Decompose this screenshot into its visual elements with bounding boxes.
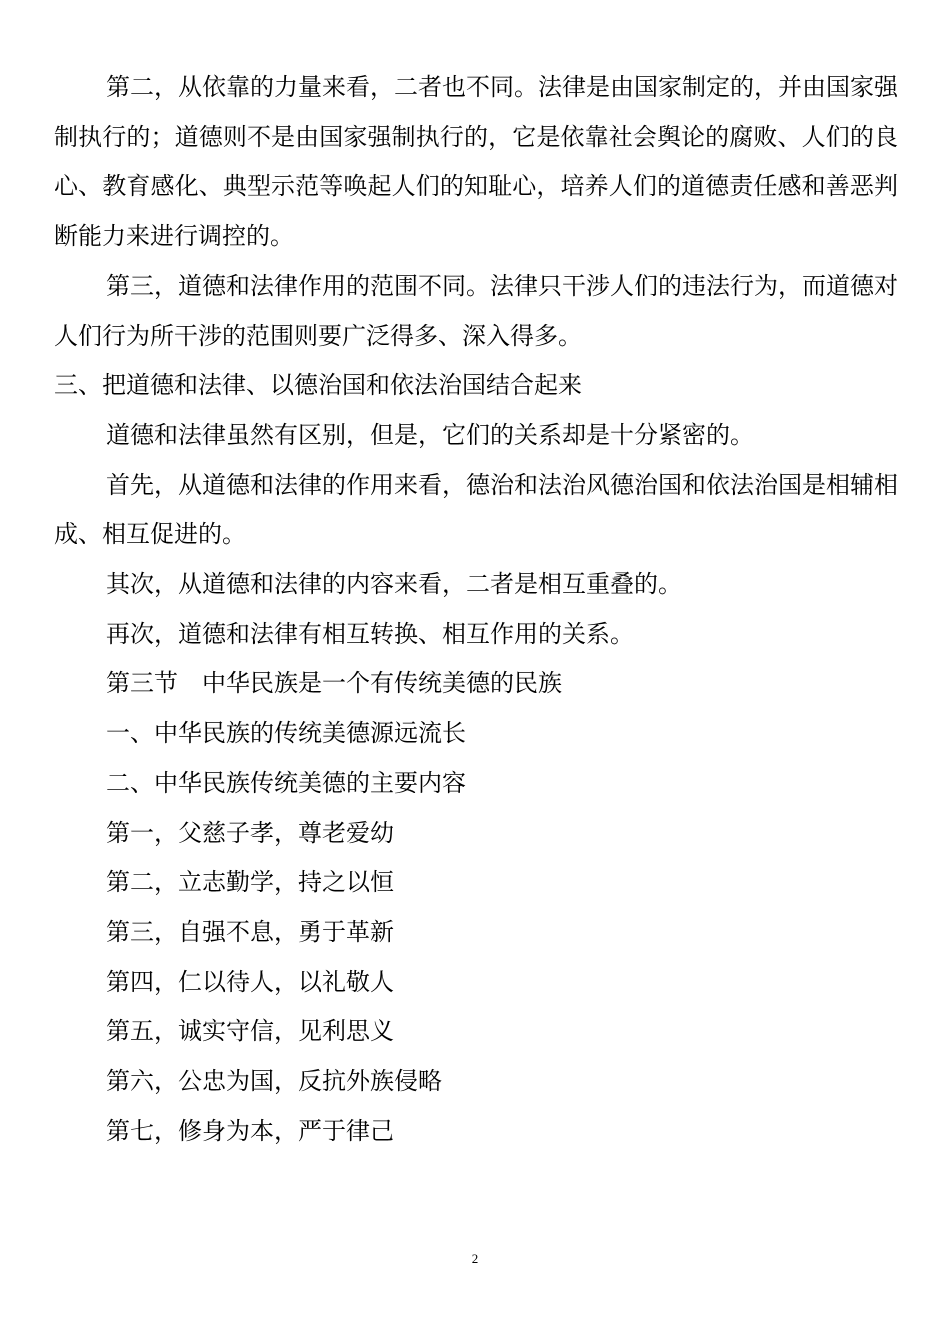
list-item: 第二，立志勤学，持之以恒 [106,868,394,897]
chapter-section-heading: 第三节 中华民族是一个有传统美德的民族 [106,669,562,698]
list-item: 第五，诚实守信，见利思义 [106,1017,394,1046]
paragraph-scope-difference: 第三，道德和法律作用的范围不同。法律只干涉人们的违法行为，而道德对人们行为所干涉的范围则要广泛得多、深入得多。 [54,271,898,350]
list-item: 第四，仁以待人，以礼敬人 [106,967,394,996]
paragraph-reliance-difference: 第二，从依靠的力量来看，二者也不同。法律是由国家制定的，并由国家强制执行的；道德则不是由国家强制执行的，它是依靠社会舆论的腐败、人们的良心、教育感化、典型示范等唤起人们的知耻心，培养人们的道德责任感和善恶判断能力来进行调控的。 [54,73,898,251]
subheading-origin: 一、中华民族的传统美德源远流长 [106,719,466,748]
list-item: 第三，自强不息，勇于革新 [106,917,394,946]
list-item: 第一，父慈子孝，尊老爱幼 [106,818,394,847]
list-item: 第七，修身为本，严于律己 [106,1116,394,1145]
paragraph-second-point: 其次，从道德和法律的内容来看，二者是相互重叠的。 [106,570,682,599]
section-heading-combine: 三、把道德和法律、以德治国和依法治国结合起来 [54,371,582,400]
paragraph-third-point: 再次，道德和法律有相互转换、相互作用的关系。 [106,619,634,648]
paragraph-close-relation: 道德和法律虽然有区别，但是，它们的关系却是十分紧密的。 [106,420,754,449]
list-item: 第六，公忠为国，反抗外族侵略 [106,1067,442,1096]
document-body [54,63,898,1156]
subheading-main-content: 二、中华民族传统美德的主要内容 [106,768,466,797]
paragraph-first-point: 首先，从道德和法律的作用来看，德治和法治风德治国和依法治国是相辅相成、相互促进的。 [54,470,898,549]
page-number: 2 [471,1251,479,1266]
